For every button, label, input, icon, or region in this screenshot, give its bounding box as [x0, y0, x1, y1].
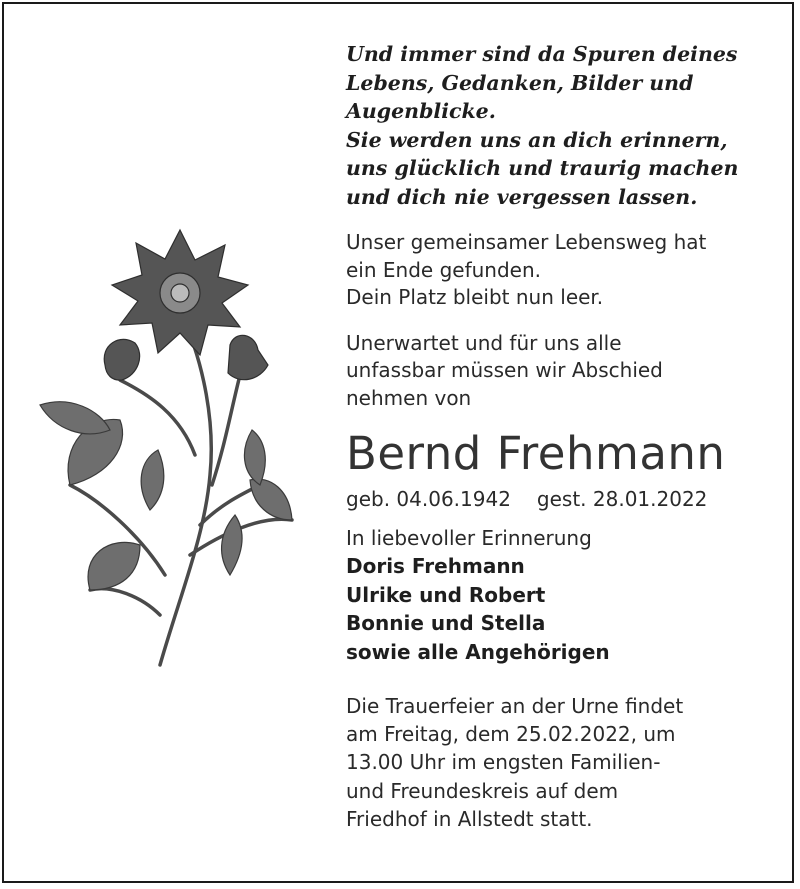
paragraph-line: Dein Platz bleibt nun leer.: [346, 285, 604, 309]
poem-line: und dich nie vergessen lassen.: [346, 184, 698, 209]
service-line: Friedhof in Allstedt statt.: [346, 806, 593, 831]
service-details: [346, 692, 766, 833]
mourners-list: [346, 552, 766, 666]
poem-line: uns glücklich und traurig machen: [346, 156, 739, 180]
poem-line: Lebens, Gedanken, Bilder und: [346, 70, 694, 95]
notice-text: [346, 40, 766, 833]
service-line: Die Trauerfeier an der Urne findet: [346, 694, 684, 718]
poem-line: Augenblicke.: [346, 99, 496, 123]
service-line: 13.00 Uhr im engsten Familien-: [346, 750, 661, 775]
deceased-name: Bernd Frehmann: [346, 427, 726, 480]
mourner-name: sowie alle Angehörigen: [346, 639, 610, 664]
flower-illustration: [30, 215, 310, 675]
paragraph-line: Unser gemeinsamer Lebensweg hat: [346, 230, 707, 254]
paragraph-line: Unerwartet und für uns alle: [346, 330, 622, 355]
poem: [346, 40, 766, 211]
mourner-name: Bonnie und Stella: [346, 611, 546, 635]
paragraph-line: nehmen von: [346, 385, 472, 410]
birth-date: geb. 04.06.1942: [346, 487, 511, 511]
service-line: und Freundeskreis auf dem: [346, 778, 619, 803]
death-date: gest. 28.01.2022: [536, 487, 708, 511]
paragraph-line: unfassbar müssen wir Abschied: [346, 358, 663, 382]
paragraph-lebensweg: [346, 229, 766, 312]
paragraph-abschied: [346, 330, 766, 413]
life-dates: [346, 486, 766, 512]
mourner-name: Ulrike und Robert: [346, 582, 546, 607]
mourners-intro: In liebevoller Erinnerung: [346, 526, 592, 550]
paragraph-line: ein Ende gefunden.: [346, 257, 541, 282]
poem-line: Sie werden uns an dich erinnern,: [346, 127, 728, 152]
mourner-name: Doris Frehmann: [346, 554, 525, 578]
service-line: am Freitag, dem 25.02.2022, um: [346, 722, 676, 747]
poem-line: Und immer sind da Spuren deines: [346, 42, 738, 66]
